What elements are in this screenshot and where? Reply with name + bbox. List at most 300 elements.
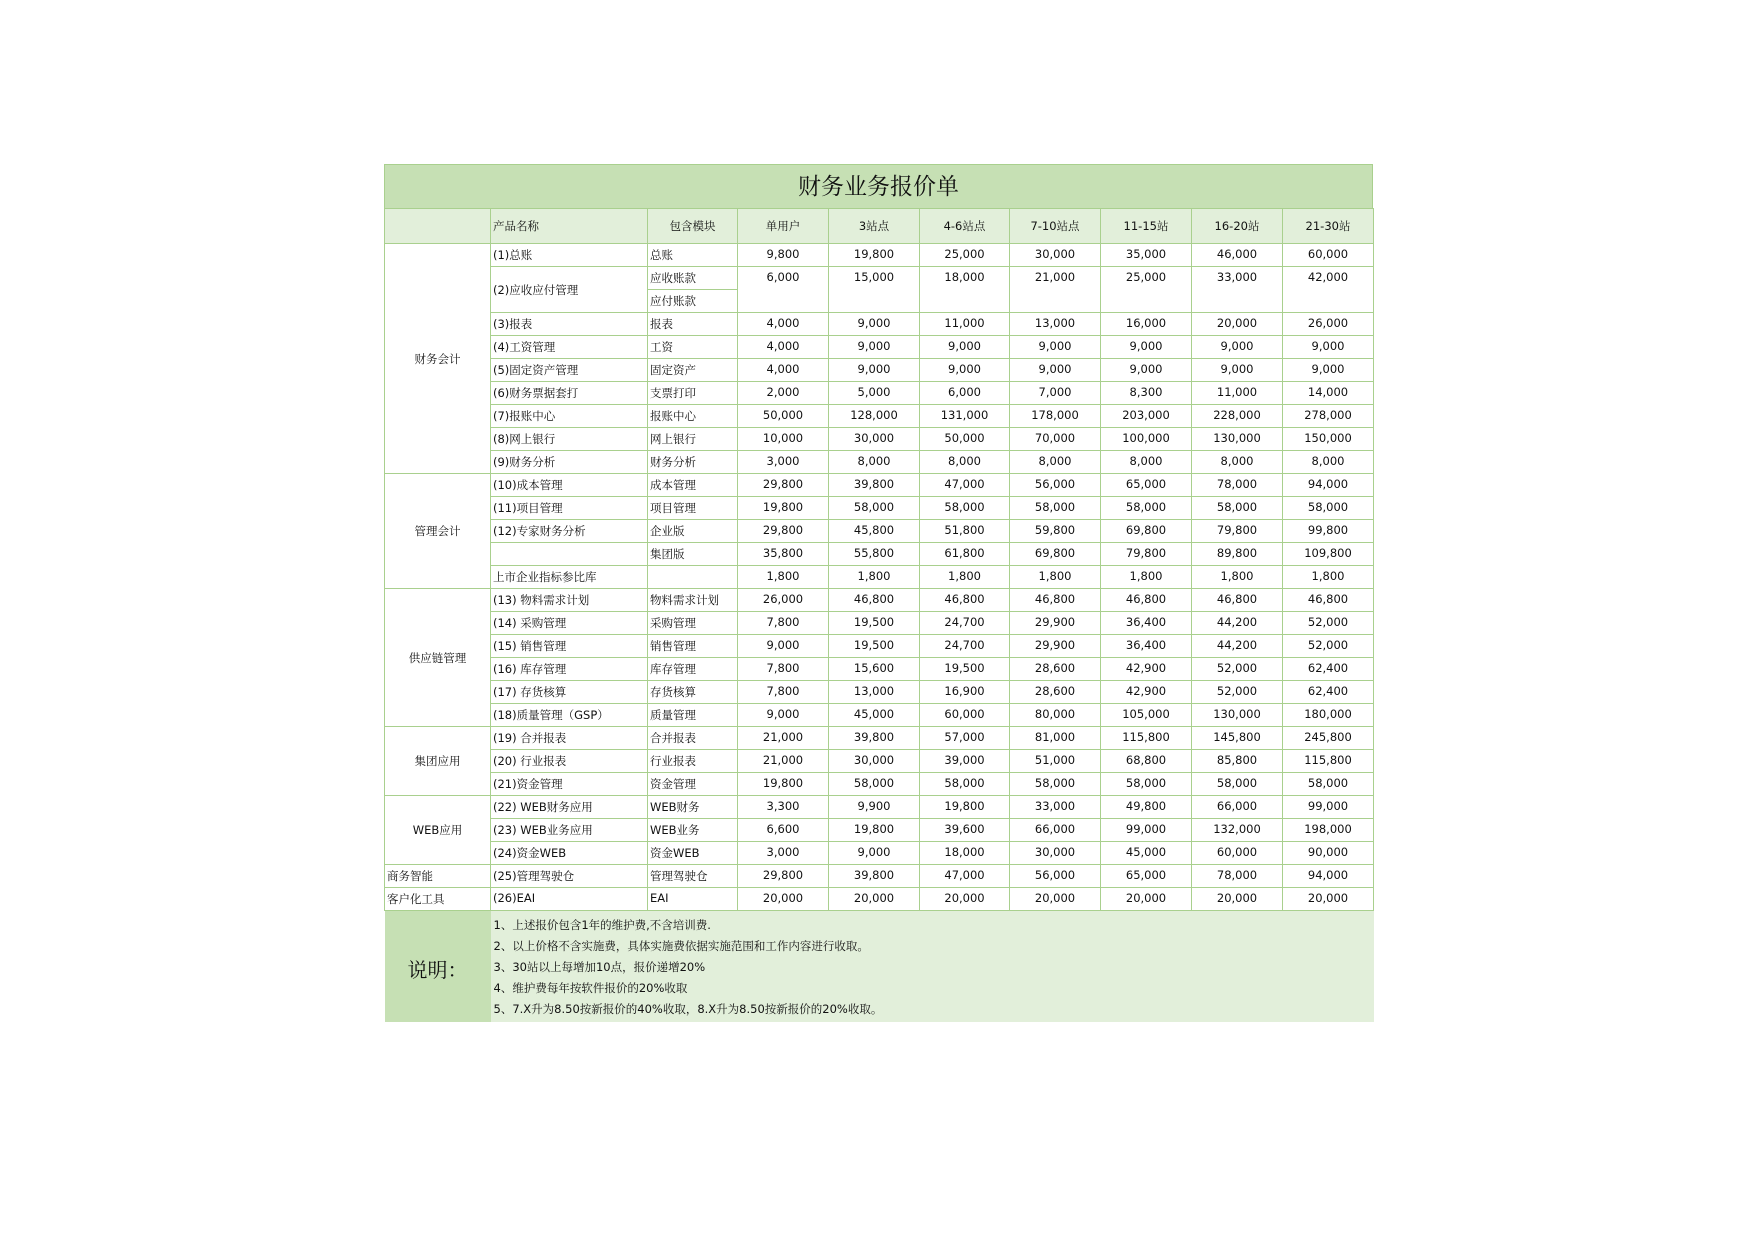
price-table-body [385,244,1374,911]
price-cell: 9,900 [829,796,920,819]
price-cell: 16,900 [920,681,1010,704]
price-cell: 130,000 [1192,428,1283,451]
note-line: 5、7.X升为8.50按新报价的40%收取，8.X升为8.50按新报价的20%收取。 [493,1002,883,1016]
price-cell: 4,000 [738,313,829,336]
price-cell: 9,000 [920,359,1010,382]
price-cell: 39,800 [829,865,920,888]
table-row [385,842,1374,865]
table-row [385,681,1374,704]
price-cell: 3,300 [738,796,829,819]
price-cell: 3,000 [738,842,829,865]
header-tier-7-10: 7-10站点 [1010,209,1101,244]
price-cell: 25,000 [1101,267,1192,313]
price-cell: 16,000 [1101,313,1192,336]
header-tier-21-30: 21-30站 [1283,209,1374,244]
price-cell: 20,000 [1192,313,1283,336]
table-row [385,566,1374,589]
price-cell: 6,600 [738,819,829,842]
price-cell: 128,000 [829,405,920,428]
price-cell: 60,000 [1283,244,1374,267]
price-cell: 19,800 [920,796,1010,819]
product-cell: (7)报账中心 [491,405,648,428]
price-cell: 49,800 [1101,796,1192,819]
table-row [385,313,1374,336]
price-cell: 81,000 [1010,727,1101,750]
price-cell: 58,000 [1101,773,1192,796]
price-cell: 58,000 [1192,497,1283,520]
product-cell: (1)总账 [491,244,648,267]
table-row [385,382,1374,405]
price-cell: 9,000 [829,313,920,336]
price-cell: 100,000 [1101,428,1192,451]
price-cell: 66,000 [1010,819,1101,842]
product-cell: (24)资金WEB [491,842,648,865]
price-cell: 8,000 [829,451,920,474]
price-cell: 46,800 [1192,589,1283,612]
price-cell: 9,000 [1192,336,1283,359]
price-cell: 21,000 [738,727,829,750]
product-cell: (5)固定资产管理 [491,359,648,382]
price-cell: 35,800 [738,543,829,566]
category-cell: WEB应用 [385,796,491,865]
price-cell: 30,000 [1010,244,1101,267]
product-cell: (19) 合并报表 [491,727,648,750]
module-cell: 支票打印 [648,382,738,405]
module-cell: 网上银行 [648,428,738,451]
header-module: 包含模块 [648,209,738,244]
price-cell: 1,800 [1101,566,1192,589]
price-cell: 20,000 [1283,888,1374,911]
price-cell: 58,000 [1010,773,1101,796]
product-cell: (15) 销售管理 [491,635,648,658]
product-cell: (9)财务分析 [491,451,648,474]
price-cell: 42,000 [1283,267,1374,313]
price-cell: 9,000 [1192,359,1283,382]
price-cell: 19,500 [829,635,920,658]
price-cell: 58,000 [1101,497,1192,520]
price-cell: 7,000 [1010,382,1101,405]
product-cell: (13) 物料需求计划 [491,589,648,612]
price-cell: 13,000 [829,681,920,704]
price-cell: 15,600 [829,658,920,681]
price-cell: 21,000 [1010,267,1101,313]
module-cell: 项目管理 [648,497,738,520]
table-row [385,635,1374,658]
price-cell: 9,000 [829,842,920,865]
price-cell: 85,800 [1192,750,1283,773]
price-cell: 29,800 [738,474,829,497]
price-cell: 47,000 [920,474,1010,497]
price-cell: 45,000 [829,704,920,727]
table-row [385,865,1374,888]
price-cell: 89,800 [1192,543,1283,566]
price-cell: 9,000 [1101,359,1192,382]
price-cell: 80,000 [1010,704,1101,727]
module-cell [648,566,738,589]
product-cell: (14) 采购管理 [491,612,648,635]
product-cell: (12)专家财务分析 [491,520,648,543]
price-cell: 9,000 [920,336,1010,359]
table-row [385,658,1374,681]
product-cell: (22) WEB财务应用 [491,796,648,819]
price-cell: 30,000 [829,428,920,451]
header-row [385,209,1374,244]
price-cell: 70,000 [1010,428,1101,451]
price-cell: 19,800 [738,497,829,520]
price-cell: 36,400 [1101,612,1192,635]
module-cell: 合并报表 [648,727,738,750]
price-cell: 8,000 [1192,451,1283,474]
table-row [385,888,1374,911]
price-cell: 94,000 [1283,474,1374,497]
price-cell: 10,000 [738,428,829,451]
price-cell: 78,000 [1192,474,1283,497]
module-cell: 库存管理 [648,658,738,681]
module-cell: WEB财务 [648,796,738,819]
price-cell: 42,900 [1101,681,1192,704]
price-cell: 131,000 [920,405,1010,428]
price-cell: 8,000 [920,451,1010,474]
price-cell: 19,800 [829,244,920,267]
price-cell: 9,800 [738,244,829,267]
price-cell: 278,000 [1283,405,1374,428]
price-cell: 52,000 [1192,658,1283,681]
price-cell: 60,000 [920,704,1010,727]
notes-label: 说明： [385,911,491,1023]
price-cell: 39,600 [920,819,1010,842]
price-cell: 150,000 [1283,428,1374,451]
table-row [385,520,1374,543]
price-cell: 145,800 [1192,727,1283,750]
price-cell: 33,000 [1192,267,1283,313]
table-row [385,543,1374,566]
header-tier-4-6: 4-6站点 [920,209,1010,244]
price-cell: 58,000 [1283,773,1374,796]
price-cell: 198,000 [1283,819,1374,842]
price-cell: 6,000 [738,267,829,313]
price-cell: 9,000 [1283,359,1374,382]
price-cell: 9,000 [829,336,920,359]
price-cell: 69,800 [1101,520,1192,543]
product-cell: (3)报表 [491,313,648,336]
price-cell: 115,800 [1101,727,1192,750]
module-cell: 行业报表 [648,750,738,773]
module-cell: 存货核算 [648,681,738,704]
price-cell: 44,200 [1192,612,1283,635]
price-cell: 29,800 [738,865,829,888]
module-cell: 财务分析 [648,451,738,474]
module-cell: 固定资产 [648,359,738,382]
price-cell: 21,000 [738,750,829,773]
table-row [385,451,1374,474]
table-row [385,612,1374,635]
header-tier-single: 单用户 [738,209,829,244]
module-cell: 采购管理 [648,612,738,635]
price-cell: 56,000 [1010,865,1101,888]
price-cell: 60,000 [1192,842,1283,865]
product-cell: (10)成本管理 [491,474,648,497]
price-cell: 51,000 [1010,750,1101,773]
product-cell [491,543,648,566]
category-cell: 供应链管理 [385,589,491,727]
price-cell: 35,000 [1101,244,1192,267]
price-cell: 94,000 [1283,865,1374,888]
price-cell: 79,800 [1192,520,1283,543]
price-cell: 115,800 [1283,750,1374,773]
price-cell: 9,000 [1010,336,1101,359]
table-row [385,359,1374,382]
price-cell: 52,000 [1283,635,1374,658]
price-cell: 109,800 [1283,543,1374,566]
price-cell: 8,000 [1010,451,1101,474]
price-cell: 20,000 [1101,888,1192,911]
module-cell: 成本管理 [648,474,738,497]
product-cell: (2)应收应付管理 [491,267,648,313]
price-cell: 19,500 [829,612,920,635]
table-row [385,819,1374,842]
product-cell: (4)工资管理 [491,336,648,359]
price-cell: 46,800 [1101,589,1192,612]
table-row [385,267,1374,290]
price-cell: 1,800 [920,566,1010,589]
price-cell: 59,800 [1010,520,1101,543]
price-cell: 44,200 [1192,635,1283,658]
notes-row [385,911,1374,1023]
price-cell: 50,000 [920,428,1010,451]
price-cell: 58,000 [920,773,1010,796]
note-line: 1、上述报价包含1年的维护费,不含培训费. [493,918,711,932]
note-line: 3、30站以上每增加10点，报价递增20% [493,960,706,974]
price-cell: 20,000 [920,888,1010,911]
price-cell: 57,000 [920,727,1010,750]
product-cell: (16) 库存管理 [491,658,648,681]
category-cell: 财务会计 [385,244,491,474]
header-tier-11-15: 11-15站 [1101,209,1192,244]
price-cell: 8,000 [1283,451,1374,474]
price-cell: 1,800 [829,566,920,589]
price-cell: 4,000 [738,359,829,382]
price-cell: 33,000 [1010,796,1101,819]
price-cell: 7,800 [738,681,829,704]
table-row [385,796,1374,819]
price-cell: 29,900 [1010,612,1101,635]
module-cell: 质量管理 [648,704,738,727]
table-row [385,405,1374,428]
module-cell: 资金WEB [648,842,738,865]
price-cell: 55,800 [829,543,920,566]
price-cell: 39,000 [920,750,1010,773]
price-cell: 25,000 [920,244,1010,267]
table-row [385,704,1374,727]
note-line: 2、以上价格不含实施费，具体实施费依据实施范围和工作内容进行收取。 [493,939,869,953]
module-cell: 集团版 [648,543,738,566]
price-cell: 24,700 [920,635,1010,658]
product-cell: (21)资金管理 [491,773,648,796]
price-cell: 46,800 [829,589,920,612]
price-cell: 78,000 [1192,865,1283,888]
module-cell: 总账 [648,244,738,267]
price-cell: 46,800 [920,589,1010,612]
price-cell: 15,000 [829,267,920,313]
product-cell: (11)项目管理 [491,497,648,520]
price-cell: 3,000 [738,451,829,474]
table-row [385,497,1374,520]
price-cell: 36,400 [1101,635,1192,658]
price-cell: 29,800 [738,520,829,543]
module-cell: 应收账款 [648,267,738,290]
price-cell: 20,000 [1192,888,1283,911]
price-cell: 7,800 [738,658,829,681]
price-cell: 178,000 [1010,405,1101,428]
price-cell: 20,000 [829,888,920,911]
module-cell: 应付账款 [648,290,738,313]
price-cell: 62,400 [1283,658,1374,681]
price-cell: 29,900 [1010,635,1101,658]
price-cell: 203,000 [1101,405,1192,428]
price-cell: 105,000 [1101,704,1192,727]
price-cell: 2,000 [738,382,829,405]
price-cell: 13,000 [1010,313,1101,336]
price-table [384,208,1374,1022]
price-cell: 46,800 [1010,589,1101,612]
module-cell: 物料需求计划 [648,589,738,612]
price-cell: 11,000 [920,313,1010,336]
price-cell: 51,800 [920,520,1010,543]
module-cell: 工资 [648,336,738,359]
price-cell: 9,000 [1010,359,1101,382]
price-cell: 8,300 [1101,382,1192,405]
price-cell: 9,000 [738,704,829,727]
price-cell: 7,800 [738,612,829,635]
price-cell: 6,000 [920,382,1010,405]
product-cell: (26)EAI [491,888,648,911]
price-cell: 58,000 [1192,773,1283,796]
price-cell: 50,000 [738,405,829,428]
product-cell: (20) 行业报表 [491,750,648,773]
price-cell: 47,000 [920,865,1010,888]
price-cell: 20,000 [738,888,829,911]
price-cell: 132,000 [1192,819,1283,842]
module-cell: 资金管理 [648,773,738,796]
price-cell: 65,000 [1101,474,1192,497]
price-cell: 79,800 [1101,543,1192,566]
product-cell: (18)质量管理（GSP） [491,704,648,727]
price-cell: 39,800 [829,474,920,497]
price-cell: 11,000 [1192,382,1283,405]
price-cell: 4,000 [738,336,829,359]
price-cell: 56,000 [1010,474,1101,497]
module-cell: 管理驾驶仓 [648,865,738,888]
price-cell: 1,800 [1010,566,1101,589]
price-cell: 9,000 [829,359,920,382]
price-cell: 28,600 [1010,658,1101,681]
category-cell: 商务智能 [385,865,491,888]
price-cell: 52,000 [1283,612,1374,635]
price-cell: 69,800 [1010,543,1101,566]
price-cell: 30,000 [829,750,920,773]
category-cell: 集团应用 [385,727,491,796]
price-cell: 20,000 [1010,888,1101,911]
price-cell: 66,000 [1192,796,1283,819]
notes-list [491,911,1374,1023]
price-cell: 46,800 [1283,589,1374,612]
product-cell: 上市企业指标参比库 [491,566,648,589]
price-cell: 228,000 [1192,405,1283,428]
product-cell: (8)网上银行 [491,428,648,451]
price-cell: 245,800 [1283,727,1374,750]
table-row [385,750,1374,773]
price-cell: 99,000 [1283,796,1374,819]
price-cell: 19,500 [920,658,1010,681]
price-cell: 45,000 [1101,842,1192,865]
price-cell: 58,000 [1283,497,1374,520]
price-cell: 58,000 [1010,497,1101,520]
product-cell: (17) 存货核算 [491,681,648,704]
header-tier-16-20: 16-20站 [1192,209,1283,244]
table-row [385,727,1374,750]
price-cell: 61,800 [920,543,1010,566]
price-cell: 52,000 [1192,681,1283,704]
category-cell: 管理会计 [385,474,491,589]
table-row [385,336,1374,359]
price-cell: 65,000 [1101,865,1192,888]
price-cell: 18,000 [920,842,1010,865]
price-cell: 58,000 [829,773,920,796]
table-row [385,773,1374,796]
price-cell: 28,600 [1010,681,1101,704]
price-cell: 68,800 [1101,750,1192,773]
price-cell: 180,000 [1283,704,1374,727]
product-cell: (6)财务票据套打 [491,382,648,405]
price-cell: 5,000 [829,382,920,405]
price-cell: 8,000 [1101,451,1192,474]
product-cell: (25)管理驾驶仓 [491,865,648,888]
price-cell: 99,000 [1101,819,1192,842]
header-tier-3: 3站点 [829,209,920,244]
price-cell: 130,000 [1192,704,1283,727]
product-cell: (23) WEB业务应用 [491,819,648,842]
price-cell: 19,800 [829,819,920,842]
price-cell: 14,000 [1283,382,1374,405]
table-row [385,589,1374,612]
price-cell: 26,000 [738,589,829,612]
price-cell: 9,000 [1283,336,1374,359]
module-cell: 报账中心 [648,405,738,428]
price-cell: 26,000 [1283,313,1374,336]
price-cell: 62,400 [1283,681,1374,704]
note-line: 4、维护费每年按软件报价的20%收取 [493,981,688,995]
price-cell: 24,700 [920,612,1010,635]
module-cell: 销售管理 [648,635,738,658]
price-cell: 58,000 [829,497,920,520]
price-cell: 18,000 [920,267,1010,313]
price-cell: 58,000 [920,497,1010,520]
table-row [385,474,1374,497]
module-cell: EAI [648,888,738,911]
price-cell: 39,800 [829,727,920,750]
price-sheet [384,164,1373,1022]
price-cell: 1,800 [1283,566,1374,589]
price-cell: 30,000 [1010,842,1101,865]
price-cell: 19,800 [738,773,829,796]
price-cell: 46,000 [1192,244,1283,267]
price-cell: 1,800 [1192,566,1283,589]
table-row [385,244,1374,267]
table-row [385,428,1374,451]
price-cell: 1,800 [738,566,829,589]
category-cell: 客户化工具 [385,888,491,911]
price-cell: 9,000 [1101,336,1192,359]
